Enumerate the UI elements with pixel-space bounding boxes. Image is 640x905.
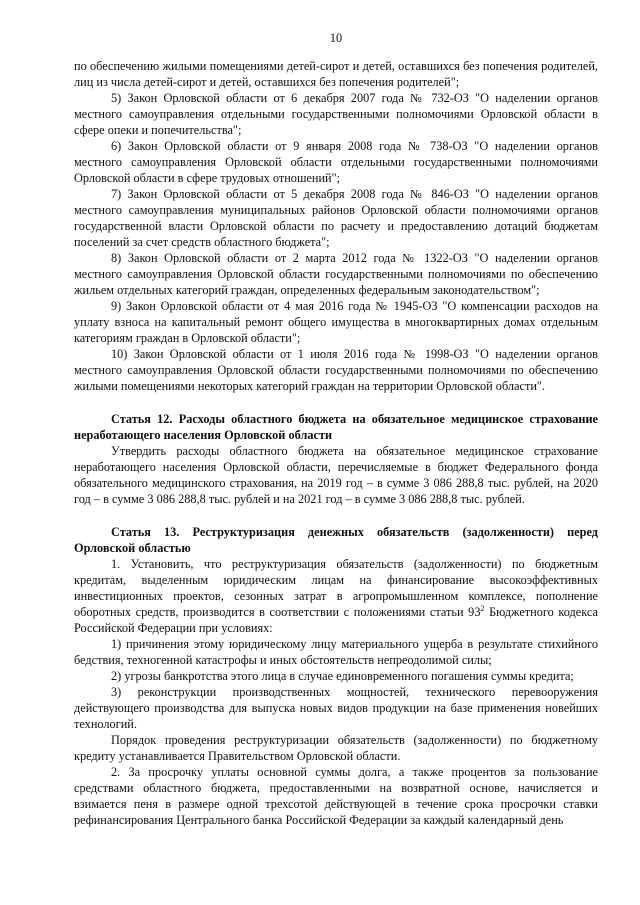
list-item-law-6: 6) Закон Орловской области от 9 января 2008 года № 738-ОЗ "О наделении органов местного самоуправления Орловской области отдельными государственными полномочиями Орловской области в сфере трудовых отношений"; [74, 139, 598, 185]
article-13-heading: Статья 13. Реструктуризация денежных обязательств (задолженности) перед Орловской областью [74, 525, 598, 555]
article-12-paragraph: Утвердить расходы областного бюджета на обязательное медицинское страхование неработающего населения Орловской области, перечисляемые в бюджет Федерального фонда обязательного медицинского страхования, на 2019 год – в сумме 3 086 288,8 тыс. рублей, на 2020 год – в сумме 3 086 288,8 тыс. рублей и на 2021 год – в сумме 3 086 288,8 тыс. рублей. [74, 444, 598, 506]
article-13-condition-3: 3) реконструкции производственных мощностей, технического перевооружения действующего производства для выпуска новых видов продукции на базе применения новейших технологий. [74, 685, 598, 731]
section-gap [74, 507, 598, 524]
article-13-p1-tail: Бюджетного кодекса Российской Федерации при условиях: [74, 605, 598, 635]
article-13-paragraph-1 [74, 556, 598, 636]
list-item-law-9: 9) Закон Орловской области от 4 мая 2016 года № 1945-ОЗ "О компенсации расходов на уплату взноса на капитальный ремонт общего имущества в многоквартирных домах отдельным категориям граждан в Орловской области"; [74, 299, 598, 345]
list-item-law-8: 8) Закон Орловской области от 2 марта 2012 года № 1322-ОЗ "О наделении органов местного самоуправления Орловской области государственными полномочиями по обеспечению жильем отдельных категорий граждан, определенных федеральным законодательством"; [74, 251, 598, 297]
article-13-p1-text: 1. Установить, что реструктуризация обязательств (задолженности) по бюджетным кредитам, выделенным юридическим лицам на финансирование высокоэффективных инвестиционных проектов, сезонных затрат в агропромышленном комплексе, пополнение оборотных средств, производится в соответствии с положениями статьи 93 [74, 557, 598, 619]
list-item-law-5: 5) Закон Орловской области от 6 декабря 2007 года № 732-ОЗ "О наделении органов местного самоуправления отдельными государственными полномочиями Орловской области в сфере опеки и попечительства"; [74, 91, 598, 137]
article-13-procedure: Порядок проведения реструктуризации обязательств (задолженности) по бюджетному кредиту устанавливается Правительством Орловской области. [74, 733, 598, 763]
list-item-law-10: 10) Закон Орловской области от 1 июля 2016 года № 1998-ОЗ "О наделении органов местного самоуправления Орловской области государственными полномочиями по обеспечению жилыми помещениями некоторых категорий граждан на территории Орловской области". [74, 347, 598, 393]
article-13-condition-1: 1) причинения этому юридическому лицу материального ущерба в результате стихийного бедствия, техногенной катастрофы и иных обстоятельств непреодолимой силы; [74, 637, 598, 667]
article-13-paragraph-2: 2. За просрочку уплаты основной суммы долга, а также процентов за пользование средствами областного бюджета, предоставленными на возвратной основе, начисляется и взимается пеня в размере одной трехсотой действующей в течение срока просрочки ставки рефинансирования Центрального банка Российской Федерации за каждый календарный день [74, 765, 598, 827]
list-item-law-7: 7) Закон Орловской области от 5 декабря 2008 года № 846-ОЗ "О наделении органов местного самоуправления муниципальных районов Орловской области полномочиями органов государственной власти Орловской области по расчету и предоставлению дотаций бюджетам поселений за счет средств областного бюджета"; [74, 187, 598, 249]
superscript-index: 2 [480, 603, 485, 613]
paragraph-continuation: по обеспечению жилыми помещениями детей-сирот и детей, оставшихся без попечения родителей, лиц из числа детей-сирот и детей, оставшихся без попечения родителей"; [74, 59, 598, 89]
section-gap [74, 394, 598, 411]
page-number: 10 [329, 31, 343, 45]
article-12-heading: Статья 12. Расходы областного бюджета на обязательное медицинское страхование неработающего населения Орловской области [74, 412, 598, 442]
article-13-condition-2: 2) угрозы банкротства этого лица в случае единовременного погашения суммы кредита; [111, 669, 574, 683]
